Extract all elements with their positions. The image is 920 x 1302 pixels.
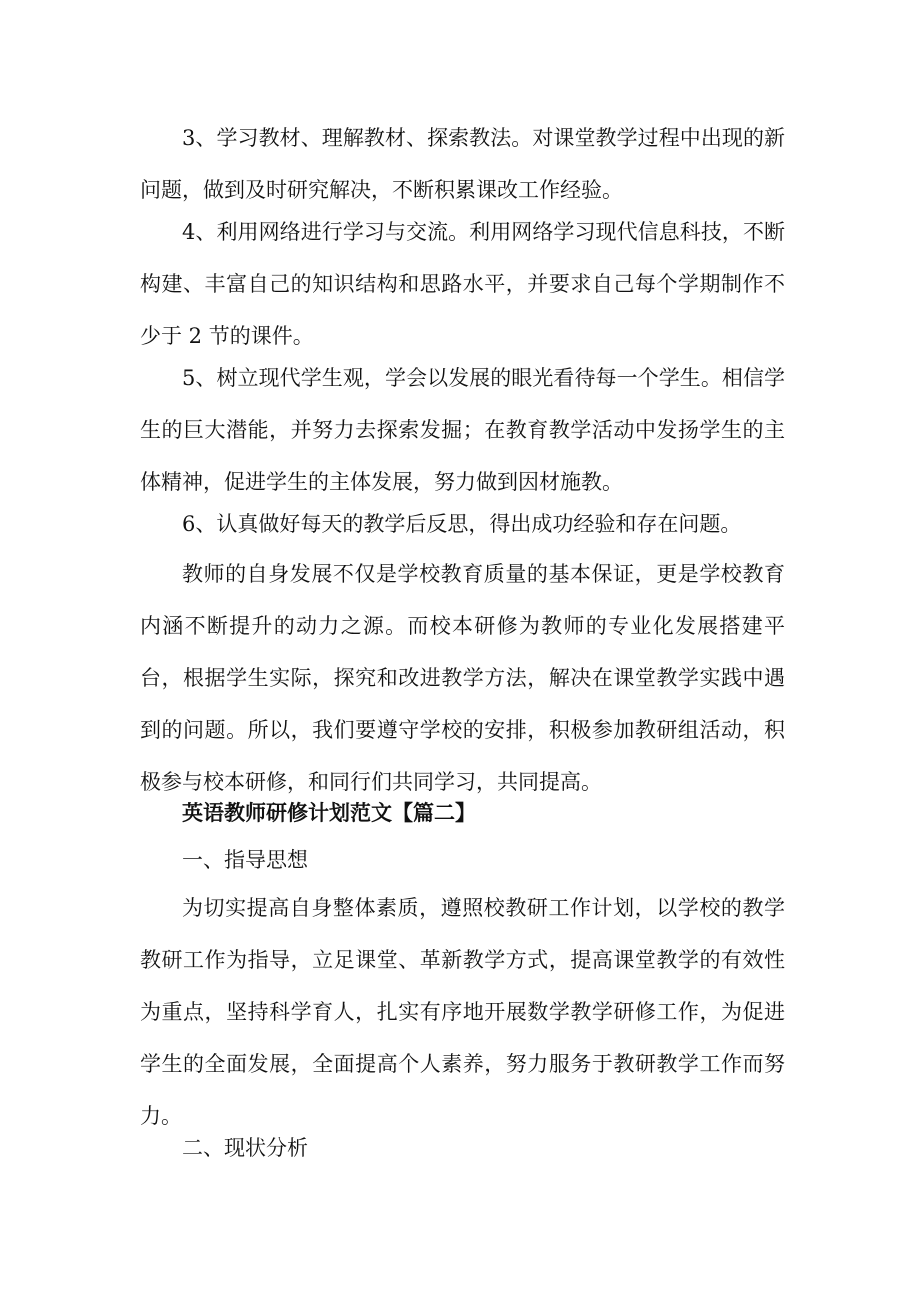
paragraph-item-4: 4、利用网络进行学习与交流。利用网络学习现代信息科技，不断构建、丰富自己的知识结构和思路水平，并要求自己每个学期制作不少于 2 节的课件。 (140, 220, 785, 348)
paragraph-guiding-thought: 为切实提高自身整体素质，遵照校教研工作计划，以学校的教学教研工作为指导，立足课堂、革新教学方式，提高课堂教学的有效性为重点，坚持科学育人，扎实有序地开展数学教学研修工作，为促进学生的全面发展，全面提高个人素养，努力服务于教研教学工作而努力。 (140, 896, 785, 1128)
paragraph-summary: 教师的自身发展不仅是学校教育质量的基本保证，更是学校教育内涵不断提升的动力之源。而校本研修为教师的专业化发展搭建平台，根据学生实际，探究和改进教学方法，解决在课堂教学实践中遇到的问题。所以，我们要遵守学校的安排，积极参加教研组活动，积极参与校本研修，和同行们共同学习，共同提高。 (140, 562, 785, 794)
paragraph-item-6: 6、认真做好每天的教学后反思，得出成功经验和存在问题。 (182, 512, 742, 536)
section-title: 英语教师研修计划范文【篇二】 (182, 801, 476, 825)
subheading-status-analysis: 二、现状分析 (182, 1136, 308, 1160)
subheading-guiding-thought: 一、指导思想 (182, 848, 308, 872)
paragraph-item-5: 5、树立现代学生观，学会以发展的眼光看待每一个学生。相信学生的巨大潜能，并努力去探索发掘；在教育教学活动中发扬学生的主体精神，促进学生的主体发展，努力做到因材施教。 (140, 366, 785, 494)
paragraph-item-3: 3、学习教材、理解教材、探索教法。对课堂教学过程中出现的新问题，做到及时研究解决，不断积累课改工作经验。 (140, 126, 785, 202)
